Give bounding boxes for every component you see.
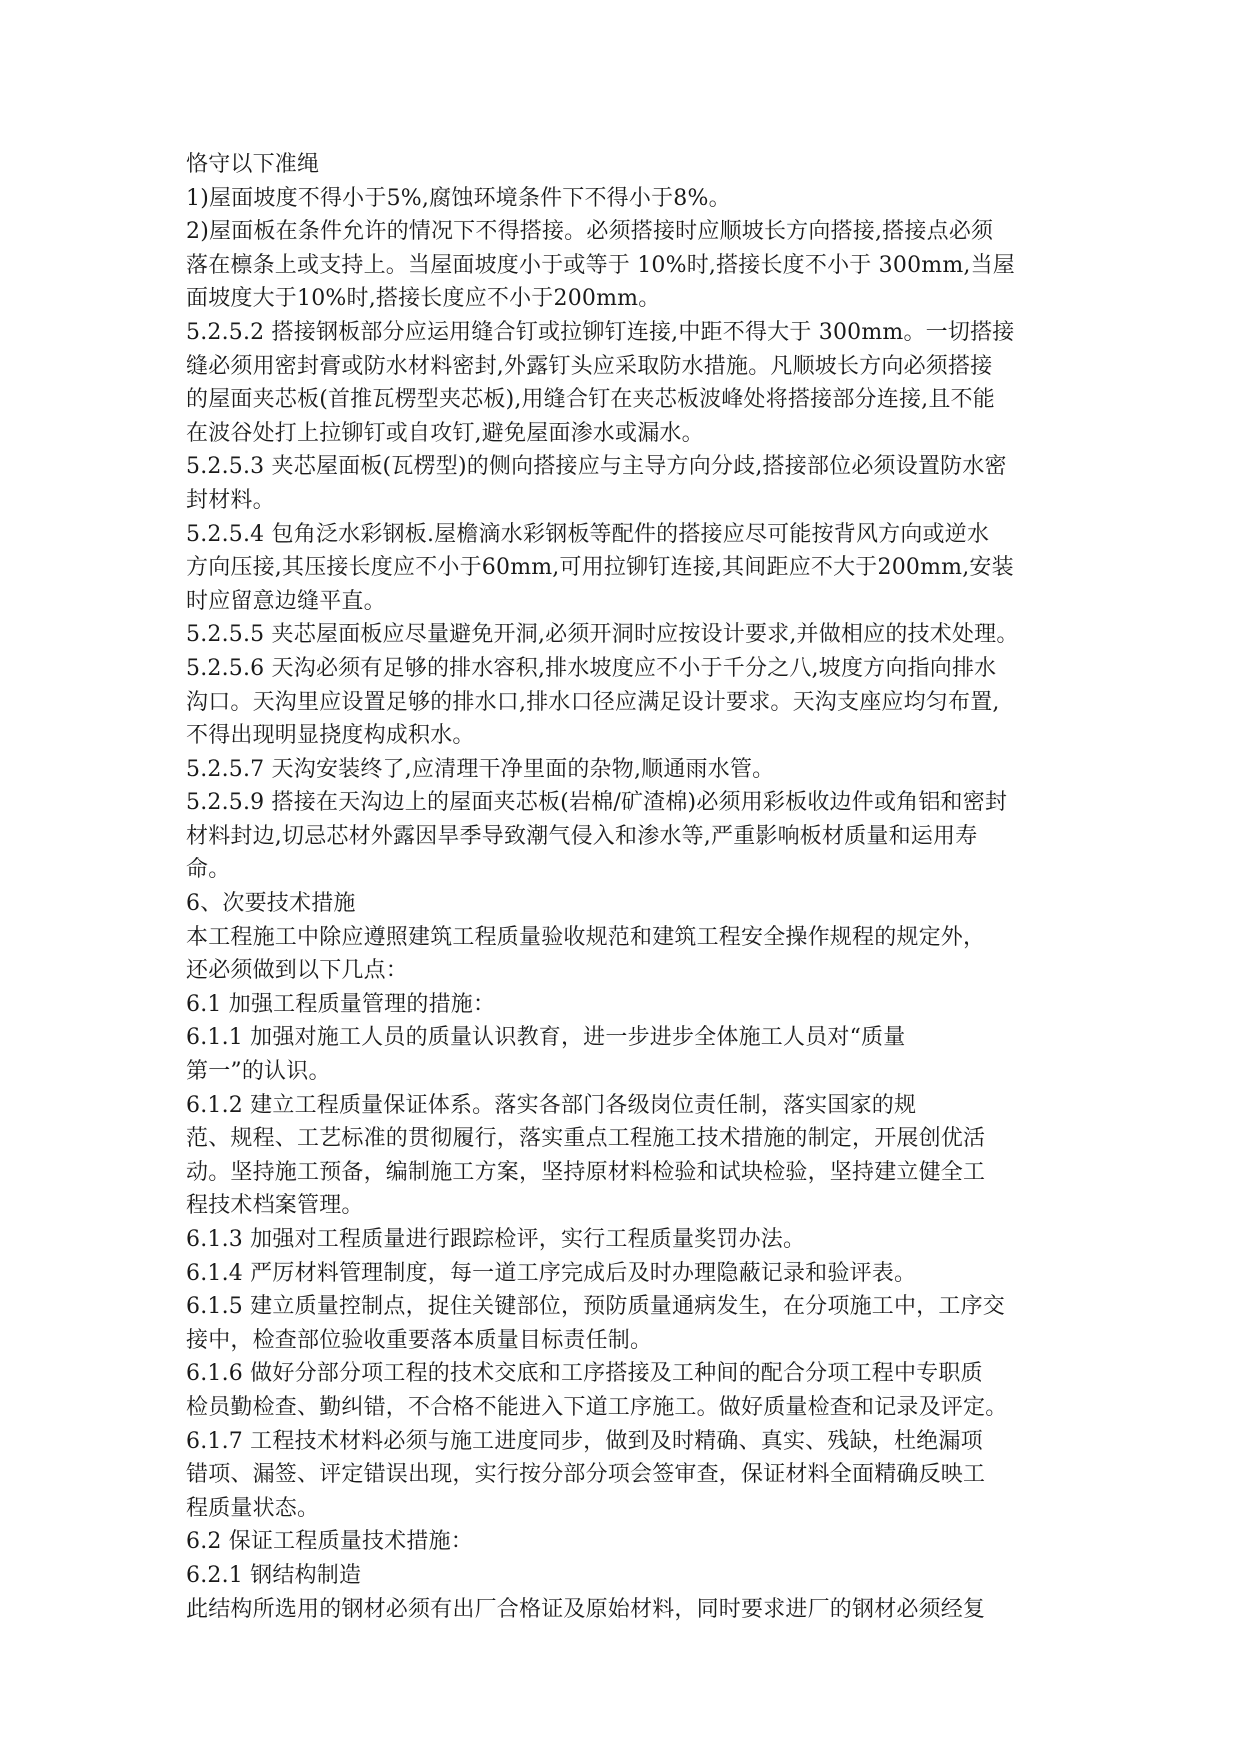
text-line: 动。坚持施工预备，编制施工方案，坚持原材料检验和试块检验，坚持建立健全工 (186, 1159, 986, 1185)
text-line: 在波谷处打上拉铆钉或自攻钉,避免屋面渗水或漏水。 (186, 420, 704, 446)
text-line: 范、规程、工艺标准的贯彻履行，落实重点工程施工技术措施的制定，开展创优活 (186, 1126, 986, 1152)
text-line: 封材料。 (186, 487, 275, 513)
text-line: 的屋面夹芯板(首推瓦楞型夹芯板),用缝合钉在夹芯板波峰处将搭接部分连接,且不能 (186, 387, 995, 413)
text-line: 6、次要技术措施 (186, 891, 356, 917)
text-line: 程质量状态。 (186, 1495, 320, 1521)
text-line: 6.1.7 工程技术材料必须与施工进度同步，做到及时精确、真实、残缺，杜绝漏项 (186, 1428, 983, 1454)
text-line: 6.1.1 加强对施工人员的质量认识教育，进一步进步全体施工人员对“质量 (186, 1025, 906, 1051)
text-line: 5.2.5.7 天沟安装终了,应清理干净里面的杂物,顺通雨水管。 (186, 756, 775, 782)
text-line: 还必须做到以下几点： (186, 958, 409, 984)
text-line: 5.2.5.4 包角泛水彩钢板.屋檐滴水彩钢板等配件的搭接应尽可能按背风方向或逆水 (186, 521, 990, 547)
text-line: 此结构所选用的钢材必须有出厂合格证及原始材料，同时要求进厂的钢材必须经复 (186, 1596, 986, 1622)
text-line: 方向压接,其压接长度应不小于60mm,可用拉铆钉连接,其间距应不大于200mm,安装 (186, 555, 1014, 581)
text-line: 6.2.1 钢结构制造 (186, 1562, 362, 1588)
text-line: 命。 (186, 857, 231, 883)
text-line: 6.1.6 做好分部分项工程的技术交底和工序搭接及工种间的配合分项工程中专职质 (186, 1361, 983, 1387)
text-line: 5.2.5.2 搭接钢板部分应运用缝合钉或拉铆钉连接,中距不得大于 300mm。一切搭接 (186, 319, 1015, 345)
text-line: 6.1 加强工程质量管理的措施： (186, 991, 496, 1017)
text-line: 5.2.5.6 天沟必须有足够的排水容积,排水坡度应不小于千分之八,坡度方向指向排水 (186, 655, 997, 681)
text-line: 本工程施工中除应遵照建筑工程质量验收规范和建筑工程安全操作规程的规定外， (186, 924, 986, 950)
text-line: 第一”的认识。 (186, 1059, 331, 1085)
text-line: 缝必须用密封膏或防水材料密封,外露钉头应采取防水措施。凡顺坡长方向必须搭接 (186, 353, 993, 379)
text-line: 面坡度大于10%时,搭接长度应不小于200mm。 (186, 286, 661, 312)
text-line: 1)屋面坡度不得小于5%,腐蚀环境条件下不得小于8%。 (186, 185, 731, 211)
text-line: 5.2.5.9 搭接在天沟边上的屋面夹芯板(岩棉/矿渣棉)必须用彩板收边件或角铝和密封 (186, 790, 1008, 816)
text-line: 6.1.4 严厉材料管理制度，每一道工序完成后及时办理隐蔽记录和验评表。 (186, 1260, 917, 1286)
text-line: 检员勤检查、勤纠错，不合格不能进入下道工序施工。做好质量检查和记录及评定。 (186, 1394, 1008, 1420)
document-body (186, 148, 1066, 1626)
text-line: 时应留意边缝平直。 (186, 588, 386, 614)
text-line: 5.2.5.5 夹芯屋面板应尽量避免开洞,必须开洞时应按设计要求,并做相应的技术处理。 (186, 622, 1019, 648)
text-line: 接中，检查部位验收重要落本质量目标责任制。 (186, 1327, 653, 1353)
text-line: 6.2 保证工程质量技术措施： (186, 1529, 473, 1555)
text-line: 落在檩条上或支持上。当屋面坡度小于或等于 10%时,搭接长度不小于 300mm,当屋 (186, 252, 1015, 278)
text-line: 恪守以下准绳 (186, 152, 320, 177)
text-line: 错项、漏签、评定错误出现，实行按分部分项会签审查，保证材料全面精确反映工 (186, 1462, 986, 1488)
text-line: 6.1.2 建立工程质量保证体系。落实各部门各级岗位责任制，落实国家的规 (186, 1092, 917, 1118)
text-line: 6.1.5 建立质量控制点，捉住关键部位，预防质量通病发生，在分项施工中，工序交 (186, 1294, 1005, 1320)
text-line: 2)屋面板在条件允许的情况下不得搭接。必须搭接时应顺坡长方向搭接,搭接点必须 (186, 219, 994, 245)
text-line: 6.1.3 加强对工程质量进行跟踪检评，实行工程质量奖罚办法。 (186, 1227, 806, 1252)
text-line: 材料封边,切忌芯材外露因旱季导致潮气侵入和渗水等,严重影响板材质量和运用寿 (186, 823, 978, 849)
text-line: 5.2.5.3 夹芯屋面板(瓦楞型)的侧向搭接应与主导方向分歧,搭接部位必须设置防水密 (186, 454, 1007, 480)
text-line: 不得出现明显挠度构成积水。 (186, 723, 475, 749)
text-line: 程技术档案管理。 (186, 1193, 364, 1219)
text-line: 沟口。天沟里应设置足够的排水口,排水口径应满足设计要求。天沟支座应均匀布置, (186, 689, 1000, 715)
